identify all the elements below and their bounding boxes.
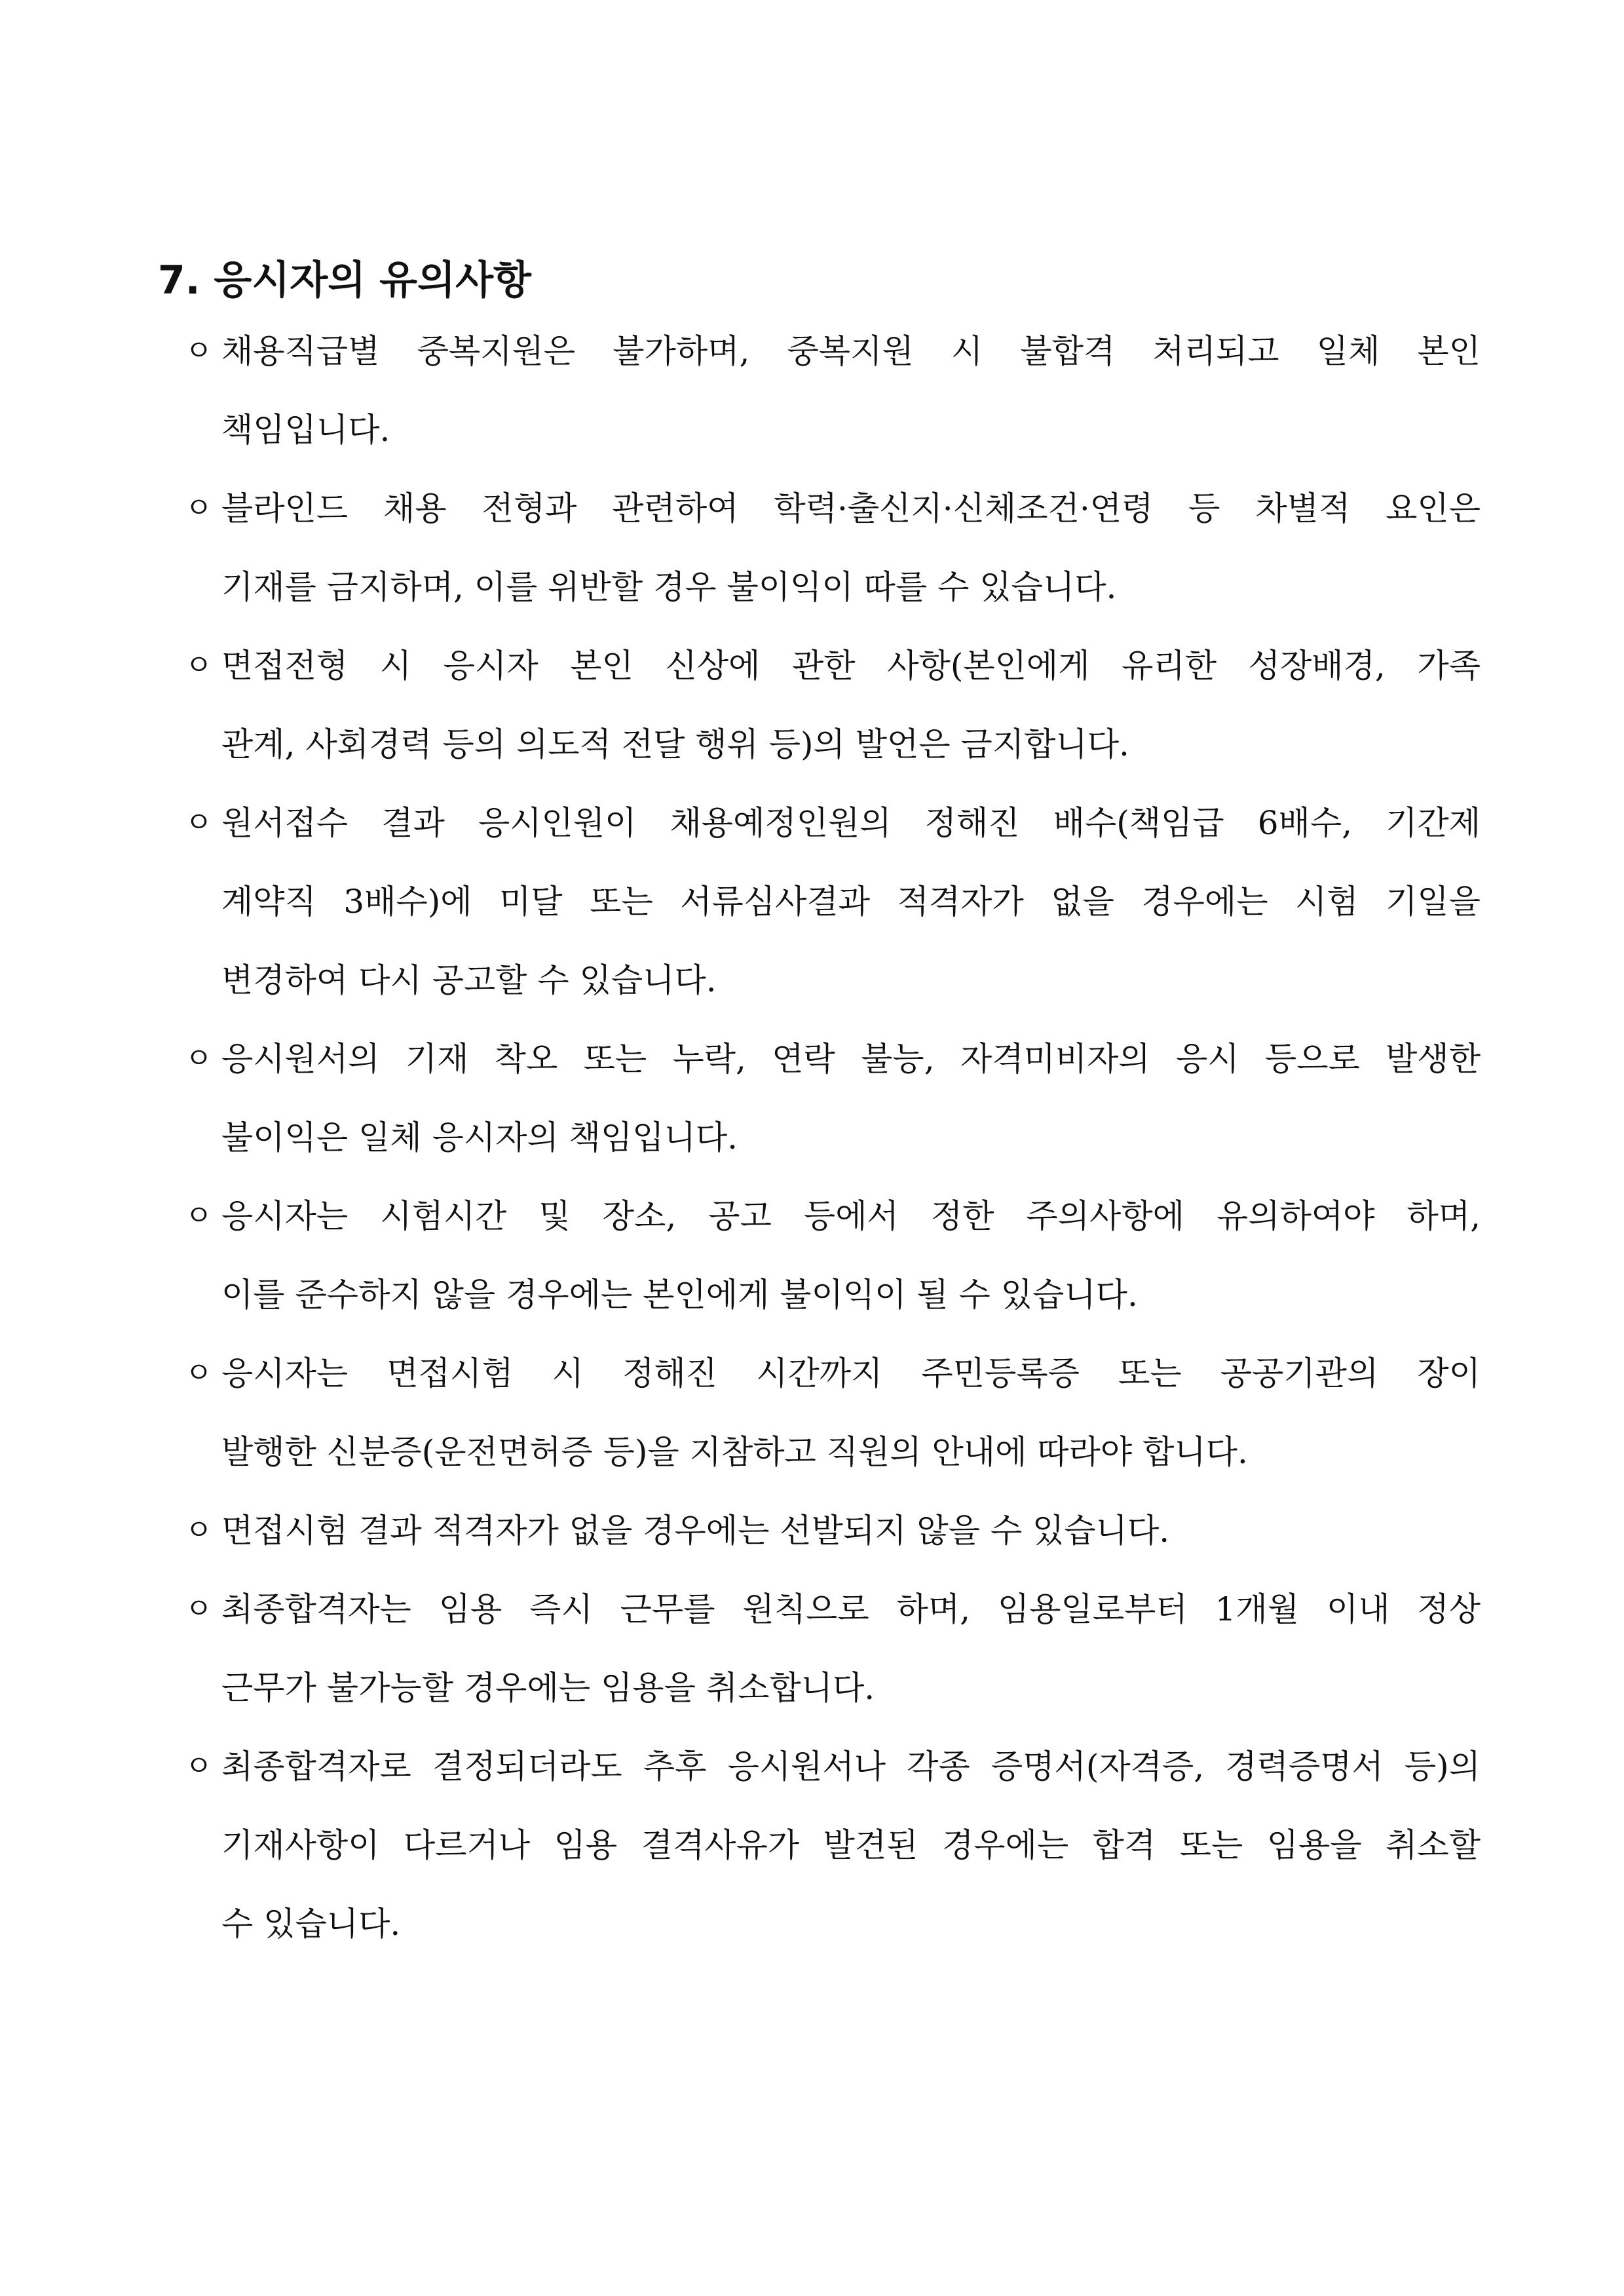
bullet-marker: ㅇ [185, 1199, 213, 1233]
notice-item-line: 기재사항이 다르거나 임용 결격사유가 발견된 경우에는 합격 또는 임용을 취소할 [221, 1826, 1481, 1864]
section-heading: 7. 응시자의 유의사항 [158, 258, 531, 303]
notice-item [185, 626, 1481, 784]
notice-item-line: 블라인드 채용 전형과 관련하여 학력·출신지·신체조건·연령 등 차별적 요인은 [221, 489, 1481, 527]
notice-item-line: 응시자는 시험시간 및 장소, 공고 등에서 정한 주의사항에 유의하여야 하며, [221, 1197, 1481, 1235]
notice-item [185, 312, 1481, 469]
notice-item-line: 계약직 3배수)에 미달 또는 서류심사결과 적격자가 없을 경우에는 시험 기일을 [221, 883, 1481, 921]
notice-item-line: 채용직급별 중복지원은 불가하며, 중복지원 시 불합격 처리되고 일체 본인 [221, 332, 1481, 370]
bullet-marker: ㅇ [185, 1514, 213, 1547]
notice-item-line: 기재를 금지하며, 이를 위반할 경우 불이익이 따를 수 있습니다. [221, 568, 1117, 606]
notice-item-line: 면접전형 시 응시자 본인 신상에 관한 사항(본인에게 유리한 성장배경, 가족 [221, 647, 1481, 685]
notice-list [185, 312, 1481, 1963]
notice-item-line: 응시자는 면접시험 시 정해진 시간까지 주민등록증 또는 공공기관의 장이 [221, 1354, 1481, 1392]
bullet-marker: ㅇ [185, 1750, 213, 1783]
bullet-marker: ㅇ [185, 649, 213, 682]
bullet-marker: ㅇ [185, 806, 213, 839]
notice-item-line: 불이익은 일체 응시자의 책임입니다. [221, 1119, 738, 1157]
notice-item-line: 최종합격자는 임용 즉시 근무를 원칙으로 하며, 임용일로부터 1개월 이내 정상 [221, 1590, 1481, 1628]
notice-item-line: 수 있습니다. [221, 1905, 401, 1943]
notice-item-line: 관계, 사회경력 등의 의도적 전달 행위 등)의 발언은 금지합니다. [221, 725, 1129, 763]
notice-item-line: 근무가 불가능할 경우에는 임용을 취소합니다. [221, 1669, 875, 1707]
notice-item-line: 원서접수 결과 응시인원이 채용예정인원의 정해진 배수(책임급 6배수, 기간제 [221, 804, 1481, 842]
bullet-marker: ㅇ [185, 491, 213, 525]
notice-item [185, 1177, 1481, 1334]
notice-item [185, 784, 1481, 1020]
notice-item-line: 면접시험 결과 적격자가 없을 경우에는 선발되지 않을 수 있습니다. [221, 1512, 1170, 1550]
bullet-marker: ㅇ [185, 334, 213, 368]
notice-item [185, 1334, 1481, 1491]
bullet-marker: ㅇ [185, 1592, 213, 1626]
notice-item-line: 책임입니다. [221, 411, 390, 449]
notice-item-line: 응시원서의 기재 착오 또는 누락, 연락 불능, 자격미비자의 응시 등으로 발생한 [221, 1040, 1481, 1078]
bullet-marker: ㅇ [185, 1356, 213, 1390]
notice-item-line: 발행한 신분증(운전면허증 등)을 지참하고 직원의 안내에 따라야 합니다. [221, 1433, 1248, 1471]
notice-item-line: 변경하여 다시 공고할 수 있습니다. [221, 961, 717, 999]
notice-item [185, 469, 1481, 626]
notice-item [185, 1570, 1481, 1727]
notice-item [185, 1020, 1481, 1177]
notice-item-line: 이를 준수하지 않을 경우에는 본인에게 불이익이 될 수 있습니다. [221, 1276, 1138, 1314]
notice-item [185, 1491, 1481, 1570]
notice-item-line: 최종합격자로 결정되더라도 추후 응시원서나 각종 증명서(자격증, 경력증명서 등)의 [221, 1748, 1481, 1786]
notice-item [185, 1727, 1481, 1963]
bullet-marker: ㅇ [185, 1042, 213, 1075]
